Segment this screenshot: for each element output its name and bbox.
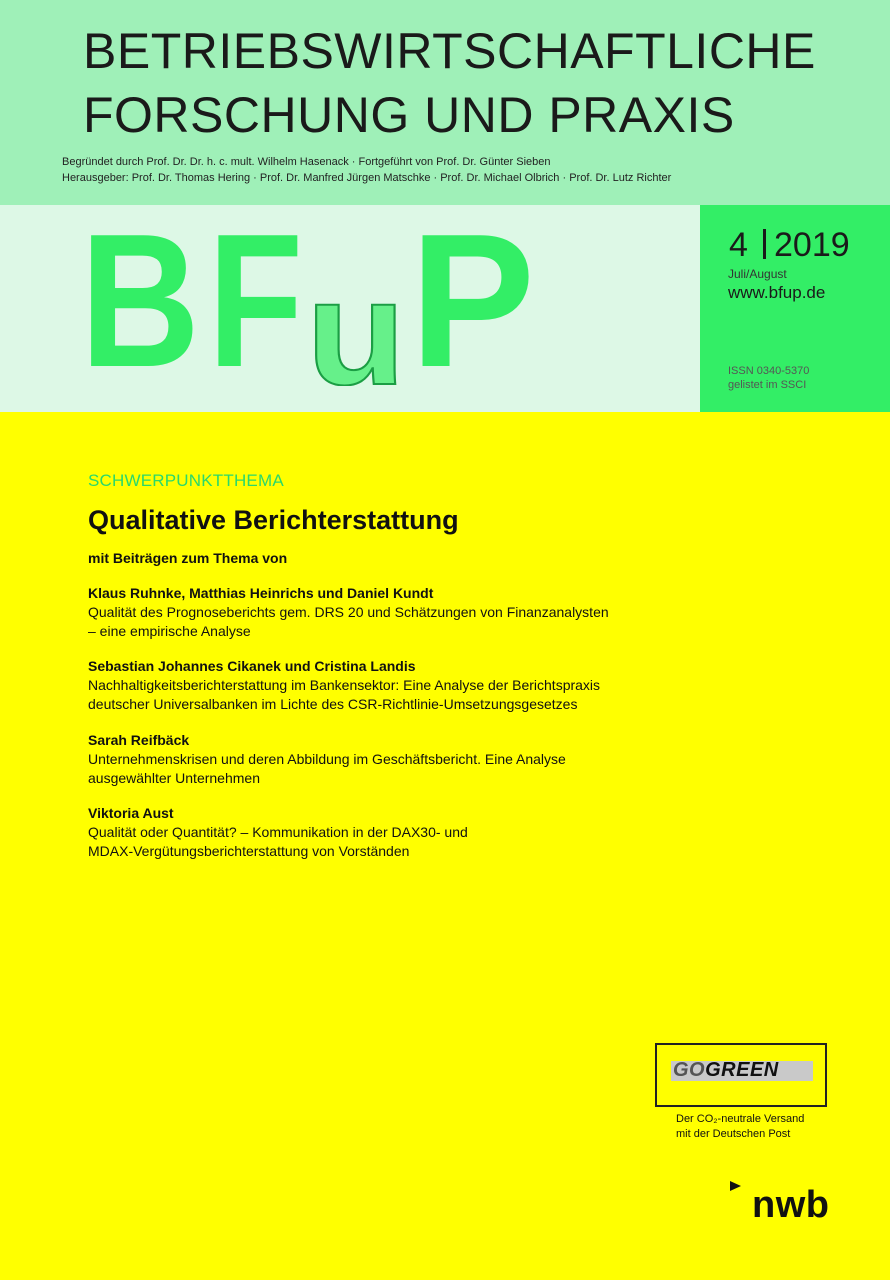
bfup-logo xyxy=(80,216,550,386)
issue-months: Juli/August xyxy=(728,267,787,281)
journal-title-line-2: FORSCHUNG UND PRAXIS xyxy=(83,87,735,143)
gogreen-wordmark: GOGREEN xyxy=(673,1059,779,1081)
article-authors: Sarah Reifbäck xyxy=(88,732,190,748)
article-title-line: ausgewählter Unternehmen xyxy=(88,770,260,786)
article-3 xyxy=(88,731,808,788)
article-title-line: Nachhaltigkeitsberichterstattung im Bankensektor: Eine Analyse der Berichtspraxis xyxy=(88,677,601,693)
journal-url[interactable]: www.bfup.de xyxy=(728,283,826,302)
article-title-line: Qualität des Prognoseberichts gem. DRS 20 und Schätzungen von Finanzanalysten xyxy=(88,604,609,620)
issn-number: ISSN 0340-5370 xyxy=(728,365,810,377)
article-2 xyxy=(88,657,808,714)
journal-title-line-1: BETRIEBSWIRTSCHAFTLICHE xyxy=(83,23,816,79)
article-title-line: deutscher Universalbanken im Lichte des CSR-Richtlinie-Umsetzungsgesetzes xyxy=(88,696,578,712)
article-4 xyxy=(88,804,808,861)
issue-year: 2019 xyxy=(774,226,850,264)
logo-letter-f: F xyxy=(208,216,303,386)
article-title-line: Qualität oder Quantität? – Kommunikation in der DAX30- und xyxy=(88,824,468,840)
article-authors: Sebastian Johannes Cikanek und Cristina Landis xyxy=(88,658,416,674)
issn-block xyxy=(728,364,809,392)
focus-kicker: SCHWERPUNKTTHEMA xyxy=(88,471,284,490)
nwb-arrow-icon xyxy=(730,1181,741,1191)
focus-subtitle: mit Beiträgen zum Thema von xyxy=(88,550,288,566)
article-title-line: MDAX-Vergütungsberichterstattung von Vorständen xyxy=(88,843,410,859)
article-authors: Klaus Ruhnke, Matthias Heinrichs und Daniel Kundt xyxy=(88,585,434,601)
ssci-note: gelistet im SSCI xyxy=(728,379,807,391)
article-title-line: Unternehmenskrisen und deren Abbildung im Geschäftsbericht. Eine Analyse xyxy=(88,751,566,767)
founders-line: Begründet durch Prof. Dr. Dr. h. c. mult. Wilhelm Hasenack · Fortgeführt von Prof. Dr. Günter Sieben xyxy=(62,156,551,168)
publisher-logo: nwb xyxy=(752,1184,830,1226)
focus-title: Qualitative Berichterstattung xyxy=(88,505,459,535)
gogreen-caption: Der CO₂-neutrale Versand mit der Deutschen Post xyxy=(676,1113,805,1140)
article-1 xyxy=(88,584,808,641)
logo-letter-p: P xyxy=(410,216,535,386)
logo-letter-u: u xyxy=(306,248,406,386)
editors-line: Herausgeber: Prof. Dr. Thomas Hering · Prof. Dr. Manfred Jürgen Matschke · Prof. Dr. Michael Olbrich · Prof. Dr. Lutz Richter xyxy=(62,172,672,184)
gogreen-badge xyxy=(655,1043,827,1107)
issue-separator xyxy=(763,229,766,259)
logo-letter-b: B xyxy=(80,216,200,386)
article-title-line: – eine empirische Analyse xyxy=(88,623,251,639)
issue-number: 4 xyxy=(729,226,748,264)
article-authors: Viktoria Aust xyxy=(88,805,174,821)
